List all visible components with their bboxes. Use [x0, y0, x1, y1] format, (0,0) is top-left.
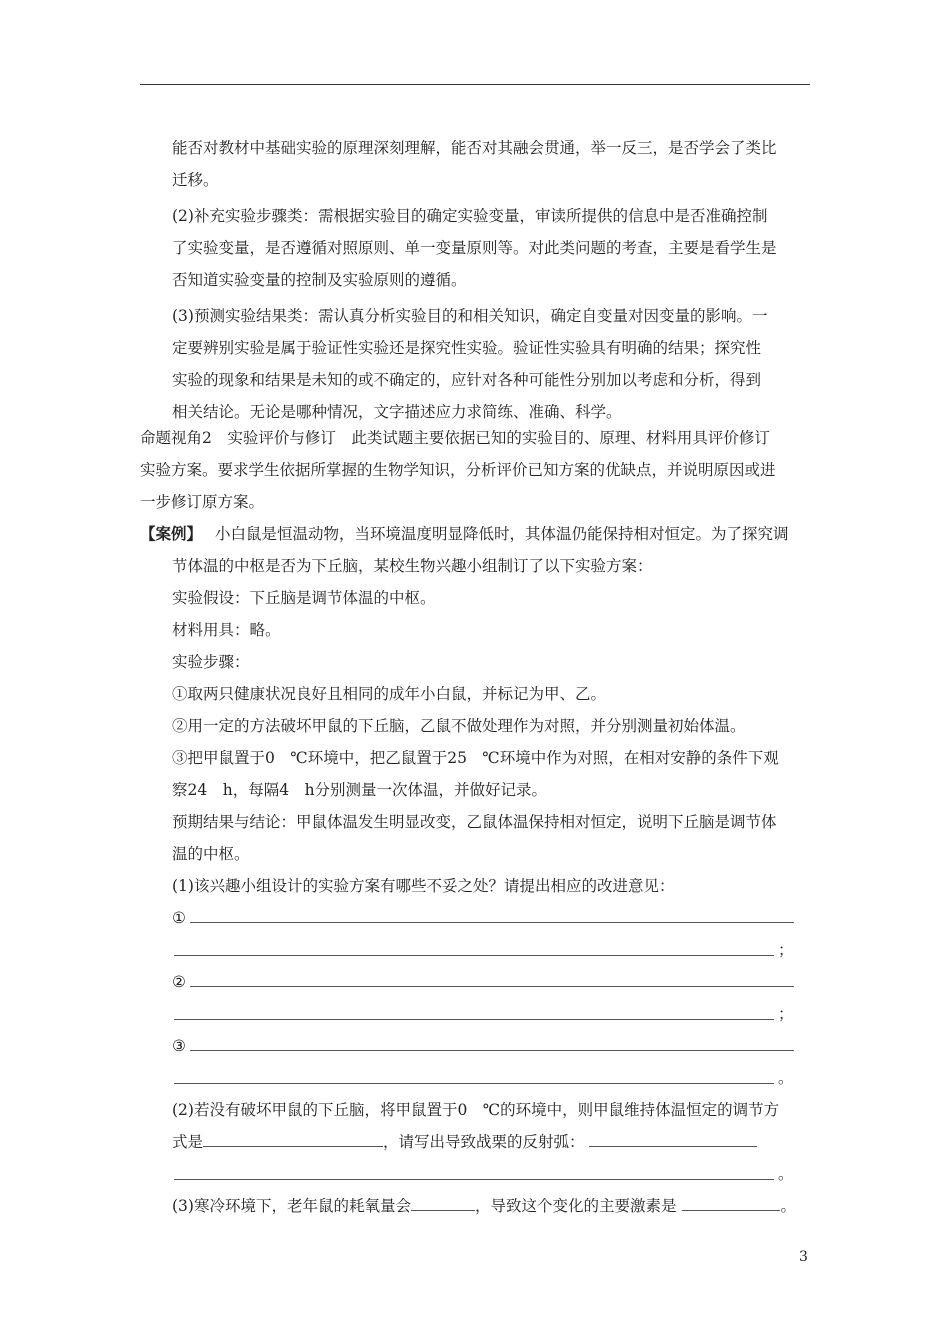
- q2-middle: ，请写出导致战栗的反射弧：: [383, 1133, 585, 1151]
- answer-blank-2a[interactable]: [190, 986, 794, 987]
- reflex-arc-blank-b[interactable]: [174, 1179, 774, 1180]
- q3-prefix: (3)寒冷环境下，老年鼠的耗氧量会: [172, 1197, 411, 1215]
- q2-prefix: 式是: [172, 1133, 204, 1151]
- answer-blank-3a[interactable]: [190, 1050, 794, 1051]
- header-rule: [140, 84, 810, 85]
- text-line: ②用一定的方法破坏甲鼠的下丘脑，乙鼠不做处理作为对照，并分别测量初始体温。: [172, 717, 746, 735]
- semicolon: ；: [778, 941, 794, 959]
- question-1: (1)该兴趣小组设计的实验方案有哪些不妥之处？请提出相应的改进意见：: [172, 877, 675, 895]
- text-line: 否知道实验变量的控制及实验原则的遵循。: [172, 271, 467, 289]
- text-line: 一步修订原方案。: [140, 493, 265, 511]
- text-line: 实验假设：下丘脑是调节体温的中枢。: [172, 589, 436, 607]
- case-text: 小白鼠是恒温动物，当环境温度明显降低时，其体温仍能保持相对恒定。为了探究调: [214, 525, 789, 543]
- text-line: ③把甲鼠置于0 ℃环境中，把乙鼠置于25 ℃环境中作为对照，在相对安静的条件下观: [172, 749, 779, 767]
- question-2-line-2: [172, 1132, 757, 1152]
- reflex-arc-blank-a[interactable]: [589, 1132, 757, 1147]
- text-line: 实验方案。要求学生依据所掌握的生物学知识，分析评价已知方案的优缺点，并说明原因或进: [140, 461, 776, 479]
- text-line: (3)预测实验结果类：需认真分析实验目的和相关知识，确定自变量对因变量的影响。一: [172, 307, 768, 325]
- text-line: 实验步骤：: [172, 653, 250, 671]
- text-line: ①取两只健康状况良好且相同的成年小白鼠，并标记为甲、乙。: [172, 685, 607, 703]
- text-line: 了实验变量，是否遵循对照原则、单一变量原则等。对此类问题的考查，主要是看学生是: [172, 239, 777, 257]
- text-line: 定要辨别实验是属于验证性实验还是探究性实验。验证性实验具有明确的结果；探究性: [172, 339, 762, 357]
- answer-blank-2b[interactable]: [174, 1019, 774, 1020]
- answer-blank-3b[interactable]: [174, 1083, 774, 1084]
- text-line: 预期结果与结论：甲鼠体温发生明显改变，乙鼠体温保持相对恒定，说明下丘脑是调节体: [172, 813, 777, 831]
- text-line: 材料用具：略。: [172, 621, 281, 639]
- q3-middle: ，导致这个变化的主要激素是: [474, 1197, 677, 1215]
- text-line: 迁移。: [172, 171, 219, 189]
- case-line: [140, 524, 788, 544]
- text-line: 节体温的中枢是否为下丘脑，某校生物兴趣小组制订了以下实验方案：: [172, 557, 653, 575]
- answer-marker-3: ③: [172, 1037, 186, 1055]
- oxygen-blank[interactable]: [411, 1196, 475, 1211]
- text-line: 命题视角2 实验评价与修订 此类试题主要依据已知的实验目的、原理、材料用具评价修订: [140, 429, 770, 447]
- text-line: 实验的现象和结果是未知的或不确定的，应针对各种可能性分别加以考虑和分析，得到: [172, 371, 762, 389]
- text-line: (2)补充实验步骤类：需根据实验目的确定实验变量，审读所提供的信息中是否准确控制: [172, 207, 768, 225]
- text-line: 能否对教材中基础实验的原理深刻理解，能否对其融会贯通，举一反三，是否学会了类比: [172, 139, 777, 157]
- text-line: 相关结论。无论是哪种情况，文字描述应力求简练、准确、科学。: [172, 403, 622, 421]
- answer-marker-1: ①: [172, 909, 186, 927]
- text-line: 察24 h，每隔4 h分别测量一次体温，并做好记录。: [172, 781, 548, 799]
- period: 。: [778, 1165, 794, 1183]
- period: 。: [778, 1069, 794, 1087]
- answer-blank-1a[interactable]: [190, 922, 794, 923]
- case-label: 【案例】: [140, 524, 203, 543]
- regulation-blank[interactable]: [203, 1132, 383, 1147]
- hormone-blank[interactable]: [682, 1196, 780, 1211]
- question-2: (2)若没有破坏甲鼠的下丘脑，将甲鼠置于0 ℃的环境中，则甲鼠维持体温恒定的调节方: [172, 1101, 780, 1119]
- question-3: [172, 1196, 796, 1216]
- text-line: 温的中枢。: [172, 845, 250, 863]
- answer-marker-2: ②: [172, 973, 186, 991]
- q3-end: 。: [780, 1197, 796, 1215]
- answer-blank-1b[interactable]: [174, 955, 774, 956]
- page-number: 3: [799, 1249, 808, 1265]
- semicolon: ；: [778, 1005, 794, 1023]
